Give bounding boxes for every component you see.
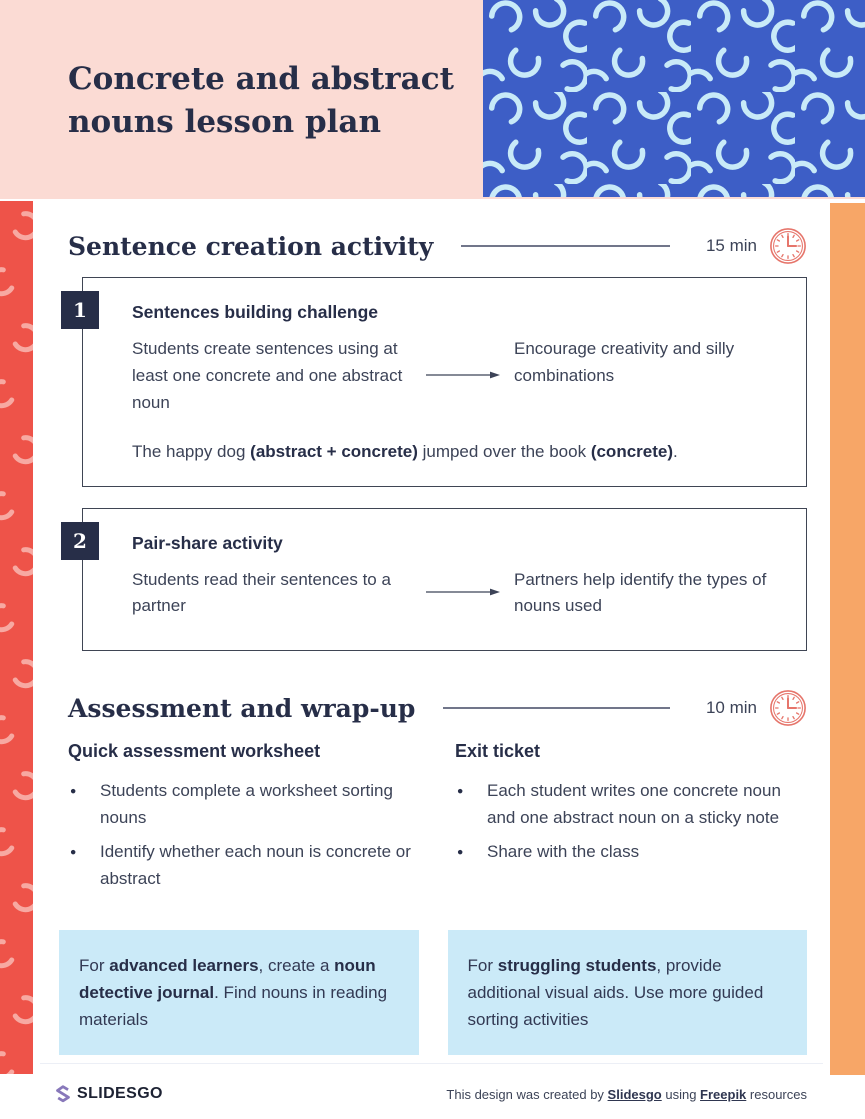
- assessment-columns: [68, 741, 807, 899]
- heading-rule: [443, 707, 670, 709]
- step-2-title: Pair-share activity: [132, 532, 283, 553]
- slidesgo-wordmark: SLIDESGO: [77, 1085, 163, 1102]
- footer-divider: [40, 1063, 823, 1064]
- step-2-left-text: Students read their sentences to a partner: [132, 569, 391, 616]
- struggling-students-note: For struggling students, provide additional visual aids. Use more guided sorting activities: [448, 930, 808, 1056]
- section-1-header: [68, 227, 807, 265]
- exit-ticket-column-title: Exit ticket: [455, 741, 541, 762]
- section-1-heading: Sentence creation activity: [68, 231, 434, 261]
- right-arrow-icon: [424, 369, 502, 381]
- section-1-duration: 15 min: [705, 236, 757, 255]
- list-item: ● Each student writes one concrete noun and one abstract noun on a sticky note: [455, 778, 807, 832]
- step-2-right-text: Partners help identify the types of nouns used: [514, 569, 767, 616]
- step-1-number-badge: 1: [61, 291, 99, 329]
- section-2-heading: Assessment and wrap-up: [68, 693, 416, 723]
- arrow-cell: [412, 586, 514, 621]
- clock-icon: [769, 689, 807, 727]
- step-1-right-text: Encourage creativity and silly combinations: [514, 339, 735, 385]
- header-banner: [0, 0, 865, 199]
- section-2-header: [68, 689, 807, 727]
- heading-rule: [461, 245, 670, 247]
- step-1-title: Sentences building challenge: [132, 302, 379, 322]
- exit-ticket-bullet-list: [455, 778, 807, 866]
- step-2-number-badge: 2: [61, 522, 99, 560]
- list-item: ● Share with the class: [455, 839, 807, 866]
- worksheet-bullet-list: [68, 778, 435, 892]
- list-item: ● Identify whether each noun is concrete or abstract: [68, 839, 435, 893]
- exit-ticket-column: [455, 741, 807, 899]
- worksheet-column-title: Quick assessment worksheet: [68, 741, 321, 762]
- step-2-box: [73, 508, 807, 652]
- right-arrow-icon: [424, 586, 502, 598]
- slidesgo-s-icon: [55, 1085, 71, 1103]
- page-title: Concrete and abstract nouns lesson plan: [68, 61, 454, 141]
- step-2-row: [132, 567, 786, 621]
- section-2-duration: 10 min: [705, 698, 757, 718]
- freepik-link[interactable]: Freepik: [700, 1086, 747, 1102]
- example-sentence: The happy dog (abstract + concrete) jumped over the book (concrete).: [132, 441, 678, 461]
- slidesgo-link[interactable]: Slidesgo: [607, 1086, 662, 1102]
- footer: [55, 1082, 807, 1106]
- squiggle-pattern-icon: [483, 0, 865, 197]
- list-item: ● Students complete a worksheet sorting nouns: [68, 778, 435, 832]
- squiggle-pattern-panel: [483, 0, 865, 197]
- step-1-box: [73, 277, 807, 487]
- differentiation-notes: [59, 930, 807, 1056]
- clock-icon: [769, 227, 807, 265]
- step-1-row: [132, 336, 786, 417]
- main-content: [68, 199, 807, 1055]
- advanced-learners-note: For advanced learners, create a noun detective journal. Find nouns in reading materials: [59, 930, 419, 1056]
- step-1-left-text: Students create sentences using at least one concrete and one abstract noun: [132, 339, 403, 412]
- credit-text: This design was created by Slidesgo using Freepik resources: [446, 1086, 807, 1102]
- arrow-cell: [412, 369, 514, 417]
- slidesgo-logo: [55, 1085, 163, 1103]
- coral-squiggle-icon: [0, 201, 33, 1074]
- left-coral-strip: [0, 201, 33, 1074]
- worksheet-column: [68, 741, 455, 899]
- right-orange-strip: [830, 203, 865, 1075]
